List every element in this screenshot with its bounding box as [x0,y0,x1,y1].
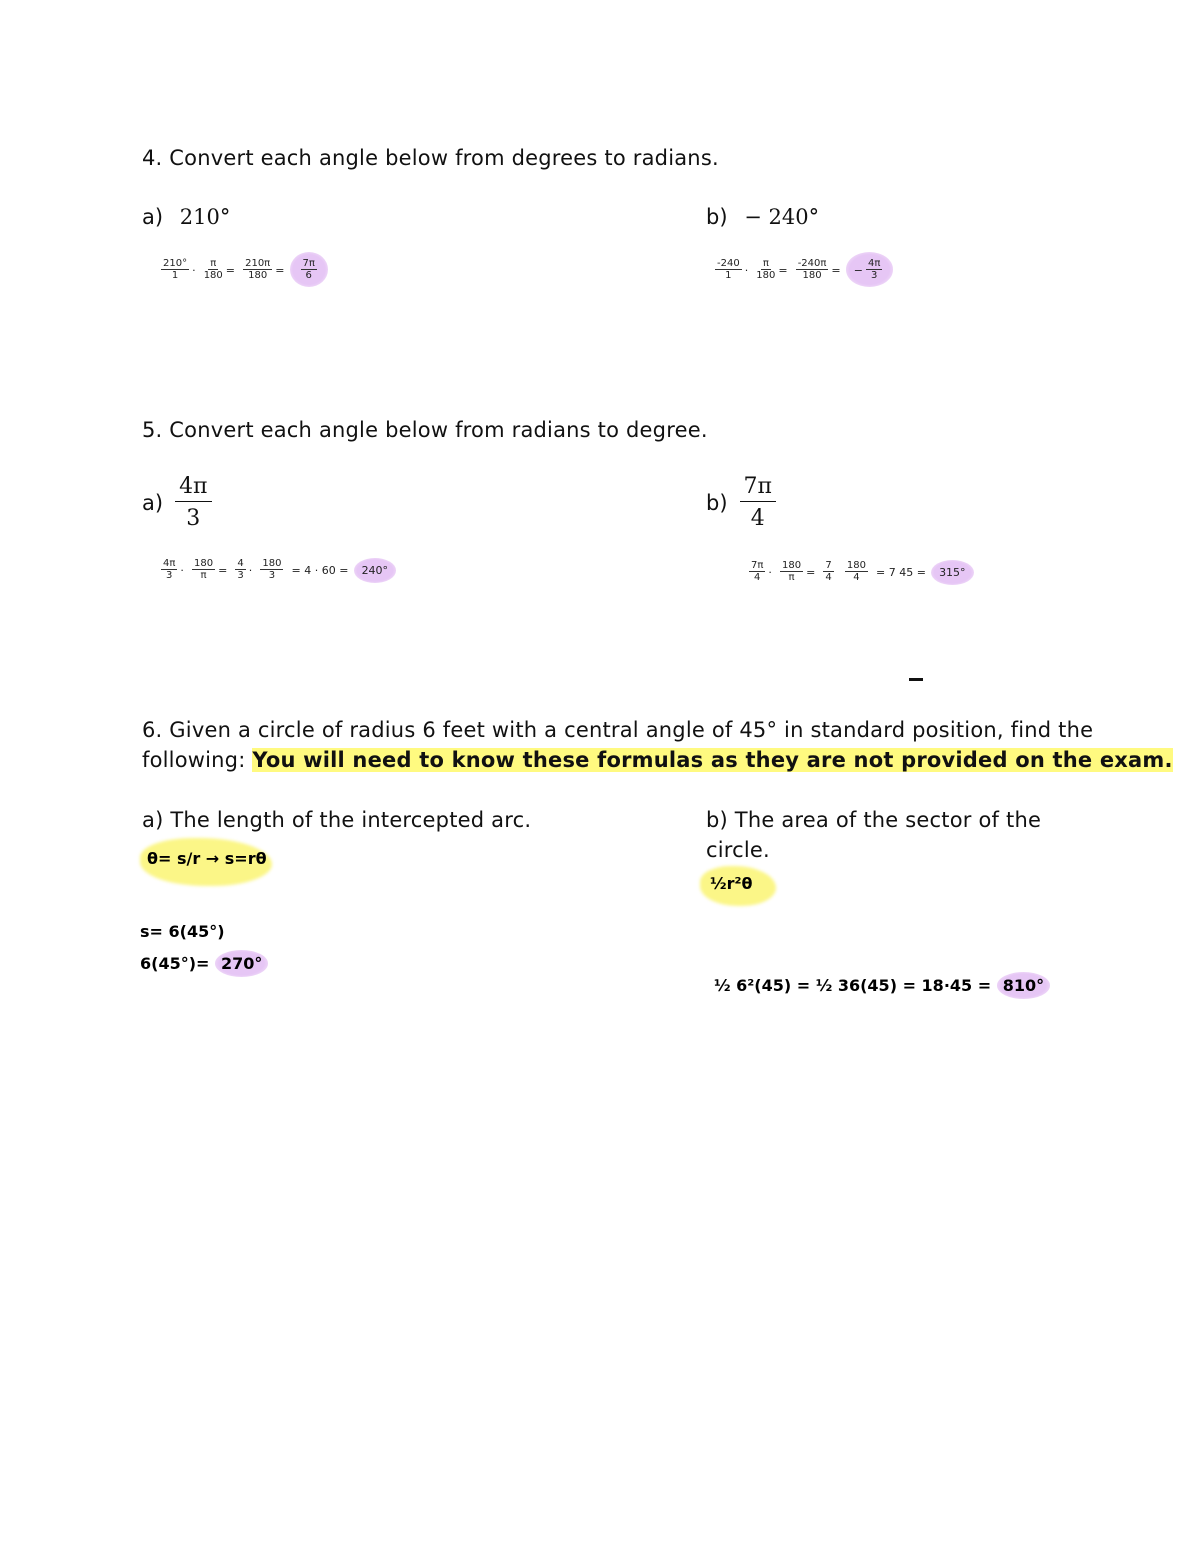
q4b-label [706,205,819,229]
q6a-answer: 270° [215,950,268,977]
q5b-f2n: 180 [781,560,802,571]
q4b-f2n: π [762,258,769,269]
stray-mark [909,678,923,681]
q5a-f1d: 3 [166,570,173,581]
q4a-value: 210° [179,205,231,229]
q4a-f1d: 1 [171,270,179,281]
q5a-answer: 240° [354,558,397,583]
q4b-letter: b) [706,205,728,229]
q4-prompt: 4. Convert each angle below from degrees to radians. [142,146,719,170]
q4b-value: − 240° [744,205,820,229]
q6a-text: a) The length of the intercepted arc. [142,808,532,832]
q5a-num: 4π [175,474,211,502]
q5b-f4n: 180 [846,560,866,571]
q6a-work1: s= 6(45°) [140,922,225,941]
q6-prompt-prefix: following: [142,748,253,772]
q5a-f4d: 3 [268,570,276,581]
q5a-label [142,474,212,531]
q5b-mid: = 7 45 = [876,566,926,579]
q4a-label [142,205,230,229]
q5a-f1n: 4π [163,558,176,569]
q4a-work: $\frac{210^\circ}{1}$ · $\frac{\pi}{180}$ = $\frac{210\pi}{180}$ = $\frac{7\pi}{6}$ [158,252,328,287]
q4a-f3d: 180 [248,270,268,281]
q5a-mid: = 4 · 60 = [291,564,349,577]
q5b-work: $\frac{7\pi}{4}$ · $\frac{180}{\pi}$ = $\frac{7}{4}$ $\frac{180}{4}$ = 7 45 = 315° [746,560,974,585]
q5a-den: 3 [186,506,201,531]
q6b-text-line1: b) The area of the sector of the [706,808,1042,832]
q5b-f3d: 4 [825,572,832,583]
q6a-work2: 6(45°)= [140,954,210,973]
q6a-formula: θ= s/r → s=rθ [147,849,267,868]
q5a-f4n: 180 [262,558,282,569]
q5b-letter: b) [706,490,728,515]
q4b-f3n: -240π [797,258,827,269]
q5b-label [706,474,776,531]
q6b-answer: 810° [997,972,1050,999]
q4b-f2d: 180 [756,270,776,281]
q6b-formula: ½r²θ [710,874,753,893]
q5a-f3d: 3 [237,570,244,581]
q5b-f2d: π [788,572,795,583]
q5a-work: $\frac{4\pi}{3}$ · $\frac{180}{\pi}$ = $\frac{4}{3}$ · $\frac{180}{3}$ = 4 · 60 = 240° [158,558,396,583]
q6a-work2-row [140,950,268,977]
q5b-f1d: 4 [754,572,761,583]
q5a-fraction [175,474,211,531]
q4a-f2d: 180 [203,270,223,281]
q4a-ansn: 7π [302,258,315,269]
q4b-ansd: 3 [870,270,878,281]
q5b-answer: 315° [931,560,974,585]
q6b-work-row [714,972,1050,999]
q4a-f2n: π [210,258,217,269]
q4a-answer [290,252,328,287]
q6b-text-line2: circle. [706,838,770,862]
q4b-ansn: 4π [867,258,881,269]
q4a-ansd: 6 [305,270,312,281]
q5b-fraction [740,474,776,531]
q6b-work: ½ 6²(45) = ½ 36(45) = 18·45 = [714,976,992,995]
q4b-f1d: 1 [725,270,732,281]
q4b-work: $\frac{-240}{1}$ · $\frac{\pi}{180}$ = $\frac{-240\pi}{180}$ = − $\frac{4\pi}{3}$ [712,252,893,287]
q4b-f1n: -240 [717,258,740,269]
q5a-f2d: π [200,570,207,581]
q4a-f1n: 210° [163,258,188,269]
q6-highlight: You will need to know these formulas as they are not provided on the exam. [252,748,1173,772]
q5b-f3n: 7 [825,560,832,571]
q4b-f3d: 180 [802,270,822,281]
q5a-f3n: 4 [237,558,244,569]
q5a-f2n: 180 [193,558,214,569]
q5b-num: 7π [740,474,776,502]
q6-prompt-line1: 6. Given a circle of radius 6 feet with a central angle of 45° in standard position, find the [142,718,1094,742]
q5-prompt: 5. Convert each angle below from radians to degree. [142,418,708,442]
q5b-f1n: 7π [751,560,764,571]
q5a-letter: a) [142,490,164,515]
q6-prompt-line2 [142,748,1173,772]
q5b-f4d: 4 [853,572,860,583]
q4b-answer [846,252,894,287]
q4a-letter: a) [142,205,164,229]
q4b-neg: − [853,264,863,277]
q4a-f3n: 210π [245,258,271,269]
q5b-den: 4 [750,506,765,531]
